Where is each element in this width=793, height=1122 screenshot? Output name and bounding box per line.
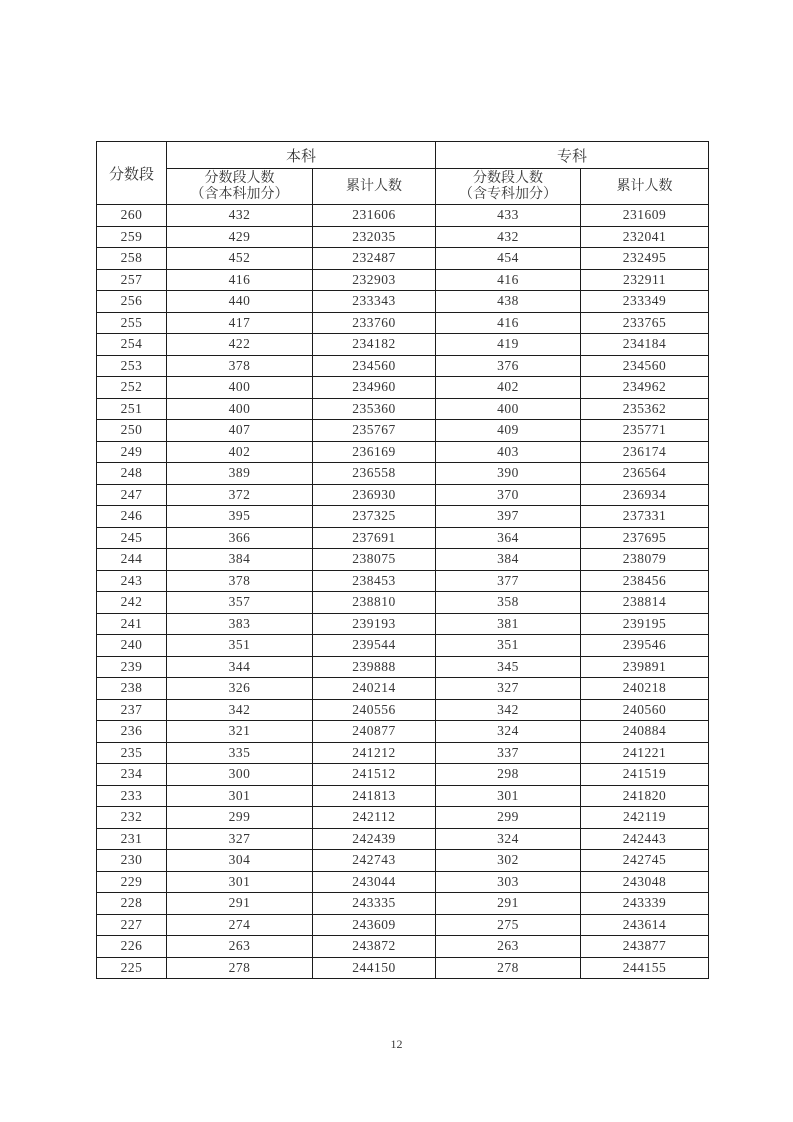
undergraduate-segment-count-cell: 357 [167,592,313,614]
header-college-segment-count-line2: （含专科加分） [459,186,558,202]
undergraduate-cumulative-cell: 236169 [313,441,436,463]
table-row [97,957,709,979]
score-range-cell: 234 [97,764,167,786]
table-row [97,334,709,356]
college-cumulative-cell: 243877 [581,936,709,958]
score-range-cell: 248 [97,463,167,485]
college-segment-count-cell: 263 [436,936,581,958]
college-cumulative-cell: 232911 [581,269,709,291]
table-row [97,205,709,227]
undergraduate-segment-count-cell: 342 [167,699,313,721]
table-row [97,721,709,743]
college-cumulative-cell: 237331 [581,506,709,528]
header-college-group: 专科 [436,142,709,169]
table-row [97,656,709,678]
undergraduate-cumulative-cell: 236930 [313,484,436,506]
header-college-cumulative: 累计人数 [581,169,709,205]
college-cumulative-cell: 240884 [581,721,709,743]
table-row [97,355,709,377]
undergraduate-segment-count-cell: 327 [167,828,313,850]
score-range-cell: 252 [97,377,167,399]
undergraduate-segment-count-cell: 389 [167,463,313,485]
college-segment-count-cell: 397 [436,506,581,528]
college-cumulative-cell: 242443 [581,828,709,850]
college-cumulative-cell: 242745 [581,850,709,872]
undergraduate-cumulative-cell: 244150 [313,957,436,979]
college-cumulative-cell: 239891 [581,656,709,678]
college-segment-count-cell: 291 [436,893,581,915]
score-range-cell: 244 [97,549,167,571]
college-cumulative-cell: 234962 [581,377,709,399]
college-cumulative-cell: 234184 [581,334,709,356]
table-row [97,699,709,721]
undergraduate-cumulative-cell: 232035 [313,226,436,248]
undergraduate-segment-count-cell: 299 [167,807,313,829]
college-segment-count-cell: 298 [436,764,581,786]
college-segment-count-cell: 327 [436,678,581,700]
undergraduate-cumulative-cell: 234960 [313,377,436,399]
undergraduate-cumulative-cell: 237325 [313,506,436,528]
undergraduate-cumulative-cell: 235360 [313,398,436,420]
college-segment-count-cell: 358 [436,592,581,614]
college-cumulative-cell: 231609 [581,205,709,227]
undergraduate-cumulative-cell: 234182 [313,334,436,356]
score-range-cell: 233 [97,785,167,807]
table-row [97,291,709,313]
undergraduate-segment-count-cell: 372 [167,484,313,506]
college-cumulative-cell: 233765 [581,312,709,334]
college-segment-count-cell: 438 [436,291,581,313]
college-cumulative-cell: 243339 [581,893,709,915]
undergraduate-segment-count-cell: 301 [167,785,313,807]
college-segment-count-cell: 376 [436,355,581,377]
score-range-cell: 232 [97,807,167,829]
college-segment-count-cell: 275 [436,914,581,936]
undergraduate-cumulative-cell: 235767 [313,420,436,442]
college-segment-count-cell: 337 [436,742,581,764]
undergraduate-segment-count-cell: 378 [167,570,313,592]
table-row [97,592,709,614]
undergraduate-segment-count-cell: 321 [167,721,313,743]
undergraduate-cumulative-cell: 234560 [313,355,436,377]
college-cumulative-cell: 241519 [581,764,709,786]
score-range-cell: 236 [97,721,167,743]
table-row [97,764,709,786]
college-cumulative-cell: 235362 [581,398,709,420]
college-cumulative-cell: 237695 [581,527,709,549]
score-range-cell: 257 [97,269,167,291]
undergraduate-segment-count-cell: 432 [167,205,313,227]
college-segment-count-cell: 419 [436,334,581,356]
score-range-cell: 259 [97,226,167,248]
college-segment-count-cell: 416 [436,269,581,291]
undergraduate-segment-count-cell: 378 [167,355,313,377]
college-cumulative-cell: 232495 [581,248,709,270]
score-range-cell: 242 [97,592,167,614]
undergraduate-cumulative-cell: 238810 [313,592,436,614]
page-number: 12 [390,1037,403,1051]
college-segment-count-cell: 351 [436,635,581,657]
table-row [97,678,709,700]
table-row [97,742,709,764]
table-row [97,828,709,850]
college-cumulative-cell: 235771 [581,420,709,442]
college-cumulative-cell: 243048 [581,871,709,893]
college-cumulative-cell: 240560 [581,699,709,721]
college-segment-count-cell: 381 [436,613,581,635]
college-cumulative-cell: 243614 [581,914,709,936]
undergraduate-segment-count-cell: 384 [167,549,313,571]
score-range-cell: 239 [97,656,167,678]
college-segment-count-cell: 370 [436,484,581,506]
undergraduate-cumulative-cell: 239544 [313,635,436,657]
undergraduate-cumulative-cell: 238075 [313,549,436,571]
table-row [97,506,709,528]
college-cumulative-cell: 239195 [581,613,709,635]
table-row [97,441,709,463]
college-cumulative-cell: 238456 [581,570,709,592]
header-college-segment-count-line1: 分数段人数 [473,170,544,186]
college-cumulative-cell: 232041 [581,226,709,248]
undergraduate-segment-count-cell: 366 [167,527,313,549]
undergraduate-segment-count-cell: 400 [167,377,313,399]
header-undergraduate-group: 本科 [167,142,436,169]
college-segment-count-cell: 400 [436,398,581,420]
college-segment-count-cell: 324 [436,721,581,743]
score-range-cell: 253 [97,355,167,377]
undergraduate-segment-count-cell: 383 [167,613,313,635]
table-row [97,312,709,334]
score-range-cell: 230 [97,850,167,872]
undergraduate-cumulative-cell: 243872 [313,936,436,958]
college-cumulative-cell: 236934 [581,484,709,506]
undergraduate-cumulative-cell: 242743 [313,850,436,872]
undergraduate-segment-count-cell: 344 [167,656,313,678]
college-cumulative-cell: 240218 [581,678,709,700]
score-range-cell: 243 [97,570,167,592]
undergraduate-segment-count-cell: 301 [167,871,313,893]
undergraduate-segment-count-cell: 452 [167,248,313,270]
undergraduate-segment-count-cell: 422 [167,334,313,356]
undergraduate-cumulative-cell: 241512 [313,764,436,786]
college-segment-count-cell: 454 [436,248,581,270]
score-range-cell: 231 [97,828,167,850]
undergraduate-cumulative-cell: 240556 [313,699,436,721]
college-segment-count-cell: 390 [436,463,581,485]
table-row [97,484,709,506]
college-segment-count-cell: 303 [436,871,581,893]
undergraduate-cumulative-cell: 237691 [313,527,436,549]
table-row [97,463,709,485]
college-segment-count-cell: 403 [436,441,581,463]
college-segment-count-cell: 342 [436,699,581,721]
college-segment-count-cell: 409 [436,420,581,442]
table-row [97,936,709,958]
college-segment-count-cell: 301 [436,785,581,807]
college-cumulative-cell: 238079 [581,549,709,571]
college-segment-count-cell: 377 [436,570,581,592]
table-row [97,377,709,399]
score-range-cell: 254 [97,334,167,356]
college-segment-count-cell: 384 [436,549,581,571]
score-range-cell: 225 [97,957,167,979]
college-segment-count-cell: 402 [436,377,581,399]
undergraduate-cumulative-cell: 241813 [313,785,436,807]
undergraduate-cumulative-cell: 242112 [313,807,436,829]
college-cumulative-cell: 234560 [581,355,709,377]
score-range-cell: 249 [97,441,167,463]
table-row [97,269,709,291]
undergraduate-segment-count-cell: 263 [167,936,313,958]
table-row [97,850,709,872]
undergraduate-cumulative-cell: 238453 [313,570,436,592]
undergraduate-segment-count-cell: 440 [167,291,313,313]
undergraduate-cumulative-cell: 243044 [313,871,436,893]
table-row [97,785,709,807]
undergraduate-cumulative-cell: 239193 [313,613,436,635]
score-range-cell: 226 [97,936,167,958]
undergraduate-segment-count-cell: 417 [167,312,313,334]
college-segment-count-cell: 416 [436,312,581,334]
undergraduate-segment-count-cell: 278 [167,957,313,979]
undergraduate-cumulative-cell: 236558 [313,463,436,485]
table-row [97,635,709,657]
score-range-cell: 241 [97,613,167,635]
college-segment-count-cell: 324 [436,828,581,850]
header-undergraduate-segment-count [167,169,313,205]
undergraduate-cumulative-cell: 233343 [313,291,436,313]
college-segment-count-cell: 278 [436,957,581,979]
score-range-cell: 251 [97,398,167,420]
undergraduate-segment-count-cell: 416 [167,269,313,291]
header-undergraduate-segment-count-line2: （含本科加分） [190,186,289,202]
undergraduate-segment-count-cell: 402 [167,441,313,463]
undergraduate-segment-count-cell: 304 [167,850,313,872]
college-cumulative-cell: 244155 [581,957,709,979]
college-segment-count-cell: 364 [436,527,581,549]
undergraduate-segment-count-cell: 400 [167,398,313,420]
table-row [97,807,709,829]
college-segment-count-cell: 345 [436,656,581,678]
college-cumulative-cell: 242119 [581,807,709,829]
score-range-cell: 228 [97,893,167,915]
score-range-cell: 238 [97,678,167,700]
header-score-range: 分数段 [97,142,167,205]
score-range-cell: 250 [97,420,167,442]
table-row [97,570,709,592]
undergraduate-cumulative-cell: 232487 [313,248,436,270]
undergraduate-cumulative-cell: 243609 [313,914,436,936]
undergraduate-cumulative-cell: 240877 [313,721,436,743]
score-range-cell: 256 [97,291,167,313]
header-undergraduate-cumulative: 累计人数 [313,169,436,205]
undergraduate-cumulative-cell: 243335 [313,893,436,915]
score-range-cell: 258 [97,248,167,270]
header-college-segment-count [436,169,581,205]
score-range-cell: 246 [97,506,167,528]
college-cumulative-cell: 238814 [581,592,709,614]
score-range-cell: 247 [97,484,167,506]
undergraduate-cumulative-cell: 231606 [313,205,436,227]
college-segment-count-cell: 433 [436,205,581,227]
score-range-cell: 240 [97,635,167,657]
undergraduate-cumulative-cell: 232903 [313,269,436,291]
undergraduate-segment-count-cell: 351 [167,635,313,657]
undergraduate-segment-count-cell: 300 [167,764,313,786]
table-row [97,914,709,936]
score-distribution-table [96,141,709,979]
college-cumulative-cell: 241820 [581,785,709,807]
score-range-cell: 245 [97,527,167,549]
college-segment-count-cell: 302 [436,850,581,872]
undergraduate-segment-count-cell: 274 [167,914,313,936]
undergraduate-segment-count-cell: 326 [167,678,313,700]
table-row [97,871,709,893]
undergraduate-cumulative-cell: 241212 [313,742,436,764]
header-undergraduate-segment-count-line1: 分数段人数 [204,170,275,186]
undergraduate-segment-count-cell: 291 [167,893,313,915]
college-cumulative-cell: 241221 [581,742,709,764]
undergraduate-cumulative-cell: 242439 [313,828,436,850]
table-row [97,226,709,248]
undergraduate-cumulative-cell: 239888 [313,656,436,678]
college-segment-count-cell: 299 [436,807,581,829]
score-range-cell: 260 [97,205,167,227]
score-range-cell: 229 [97,871,167,893]
table-row [97,893,709,915]
table-row [97,248,709,270]
table-row [97,420,709,442]
score-range-cell: 235 [97,742,167,764]
undergraduate-segment-count-cell: 407 [167,420,313,442]
table-row [97,527,709,549]
college-cumulative-cell: 236174 [581,441,709,463]
score-range-cell: 255 [97,312,167,334]
college-cumulative-cell: 239546 [581,635,709,657]
college-cumulative-cell: 236564 [581,463,709,485]
score-range-cell: 237 [97,699,167,721]
table-row [97,398,709,420]
undergraduate-segment-count-cell: 395 [167,506,313,528]
college-cumulative-cell: 233349 [581,291,709,313]
undergraduate-segment-count-cell: 429 [167,226,313,248]
undergraduate-cumulative-cell: 240214 [313,678,436,700]
table-row [97,613,709,635]
undergraduate-segment-count-cell: 335 [167,742,313,764]
undergraduate-cumulative-cell: 233760 [313,312,436,334]
table-body [97,205,709,979]
score-range-cell: 227 [97,914,167,936]
college-segment-count-cell: 432 [436,226,581,248]
table-row [97,549,709,571]
